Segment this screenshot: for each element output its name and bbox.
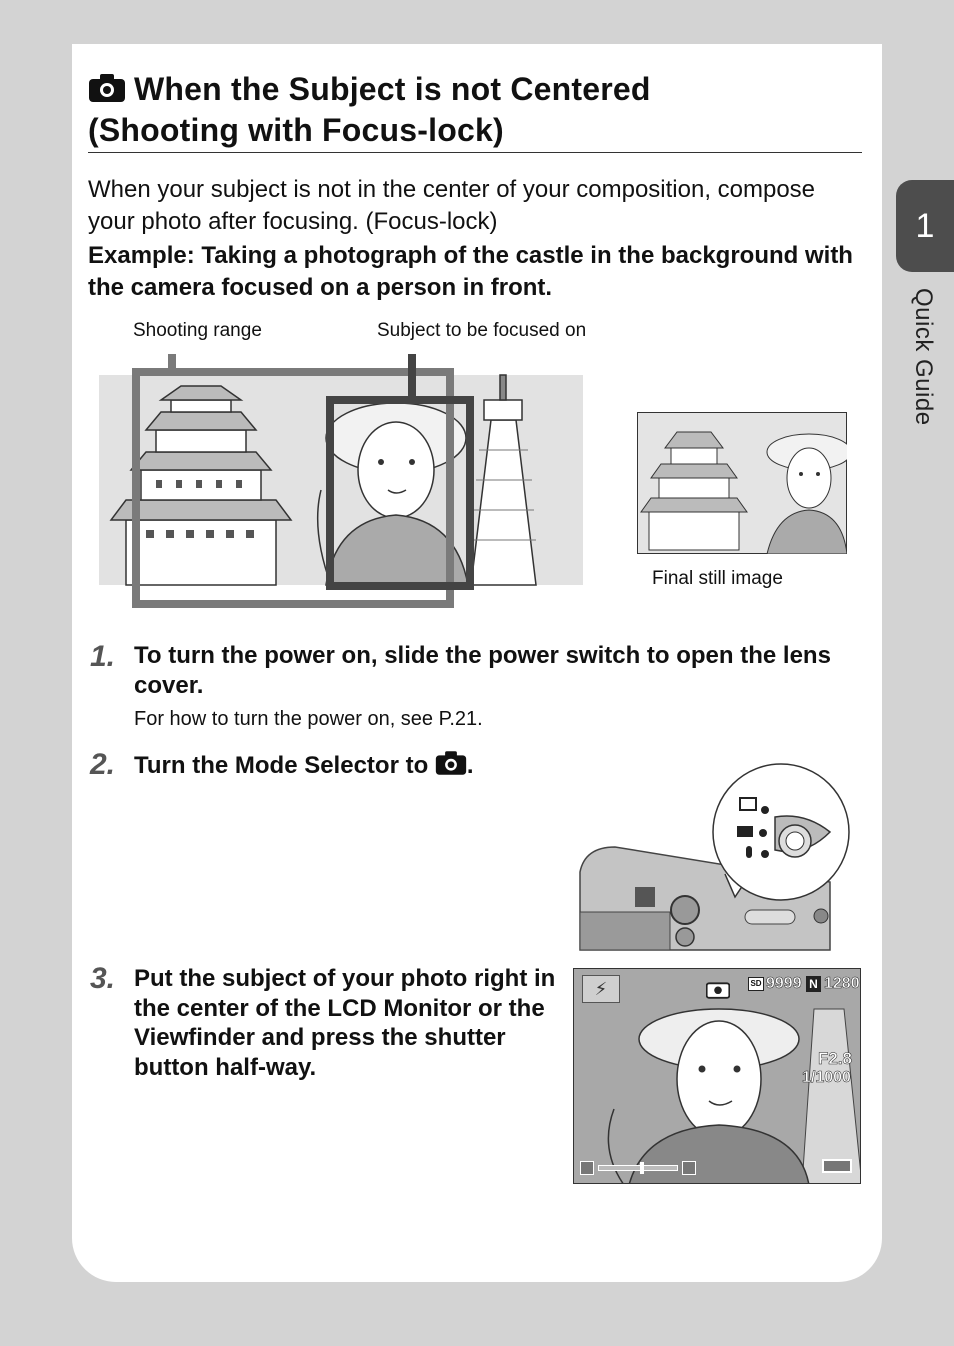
shooting-range-label: Shooting range <box>133 320 262 341</box>
voice-mode-icon <box>746 846 752 858</box>
sd-card-icon: SD <box>748 977 764 991</box>
shots-remaining: 9999 <box>766 975 802 992</box>
chapter-tab <box>896 180 954 272</box>
title-rule <box>88 152 862 153</box>
camera-mode-icon <box>88 73 126 111</box>
chapter-label <box>905 288 941 438</box>
title-line-1: When the Subject is not Centered <box>134 71 651 107</box>
camera-mode-icon <box>737 826 753 837</box>
step-2-suffix: . <box>466 752 474 779</box>
camera-mode-icon <box>435 750 467 784</box>
step-2-text <box>134 750 474 784</box>
quality-indicator: N <box>806 976 821 992</box>
step-3-text: Put the subject of your photo right in the center of the LCD Monitor or the Viewfinder and press the shutter button half-way. <box>134 965 556 1081</box>
aperture-value: F2.8 <box>818 1049 853 1068</box>
intro-text: When your subject is not in the center of your composition, compose your photo after focusing. (Focus-lock) <box>88 176 816 235</box>
step-1-number: 1. <box>90 640 116 673</box>
zoom-bar <box>580 1161 698 1175</box>
battery-icon <box>822 1159 852 1173</box>
final-still-image <box>637 412 847 554</box>
mode-selector-illustration <box>575 762 855 952</box>
camera-mode-icon <box>706 979 730 1004</box>
step-1-note: For how to turn the power on, see P.21. <box>134 708 483 730</box>
image-size: 1280 <box>824 975 860 992</box>
movie-mode-icon <box>740 798 756 810</box>
final-still-label: Final still image <box>652 568 783 589</box>
step-2-number: 2. <box>90 748 116 781</box>
chapter-label-text: Quick Guide <box>910 288 937 426</box>
page-title <box>88 70 862 149</box>
step-3-number: 3. <box>90 962 116 995</box>
lcd-monitor <box>573 968 861 1184</box>
chapter-number: 1 <box>915 206 935 245</box>
step-2-label: Turn the Mode Selector to <box>134 752 429 779</box>
title-line-2: (Shooting with Focus-lock) <box>88 112 504 148</box>
subject-label: Subject to be focused on <box>377 320 587 341</box>
shutter-speed: 1/1000 <box>802 1069 851 1086</box>
example-text: Example: Taking a photograph of the castle in the background with the camera focused on a person in front. <box>88 242 853 301</box>
focus-lock-illustration <box>96 350 586 612</box>
step-1-text: To turn the power on, slide the power switch to open the lens cover. <box>134 642 831 699</box>
flash-off-icon: ⚡ <box>582 975 620 1003</box>
